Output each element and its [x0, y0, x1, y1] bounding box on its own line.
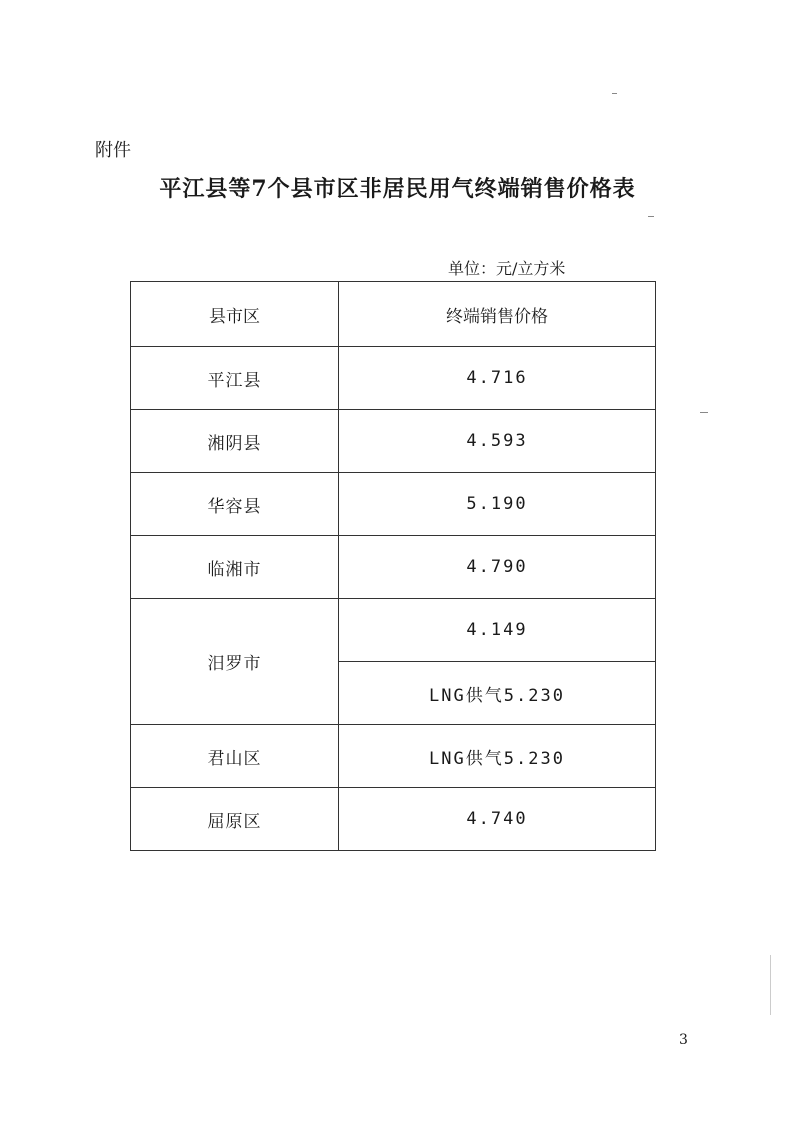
region-cell: 屈原区 [131, 788, 339, 851]
price-cell: 4.740 [339, 788, 656, 851]
table-header-row [131, 282, 656, 347]
header-price: 终端销售价格 [339, 282, 656, 347]
table-row [131, 725, 656, 788]
price-table [130, 281, 656, 851]
region-cell: 汨罗市 [131, 599, 339, 725]
table-row [131, 788, 656, 851]
price-cell: 4.593 [339, 410, 656, 473]
region-cell: 临湘市 [131, 536, 339, 599]
price-lng-cell: LNG供气5.230 [339, 662, 656, 725]
document-title: 平江县等7个县市区非居民用气终端销售价格表 [159, 176, 636, 202]
scan-speck [612, 93, 617, 94]
attachment-label: 附件 [95, 140, 131, 161]
region-cell: 平江县 [131, 347, 339, 410]
region-cell: 君山区 [131, 725, 339, 788]
scan-speck [700, 412, 708, 413]
table-row [131, 599, 656, 662]
scan-speck [770, 955, 771, 1015]
table-row [131, 536, 656, 599]
price-cell: 4.790 [339, 536, 656, 599]
price-cell: 4.149 [339, 599, 656, 662]
region-cell: 湘阴县 [131, 410, 339, 473]
unit-note: 单位：元/立方米 [448, 259, 566, 278]
price-cell: 5.190 [339, 473, 656, 536]
price-cell: 4.716 [339, 347, 656, 410]
page-number: 3 [679, 1032, 688, 1048]
scan-speck [648, 216, 654, 217]
price-cell: LNG供气5.230 [339, 725, 656, 788]
table-row [131, 347, 656, 410]
region-cell: 华容县 [131, 473, 339, 536]
table-row [131, 410, 656, 473]
header-region: 县市区 [131, 282, 339, 347]
table-row [131, 473, 656, 536]
